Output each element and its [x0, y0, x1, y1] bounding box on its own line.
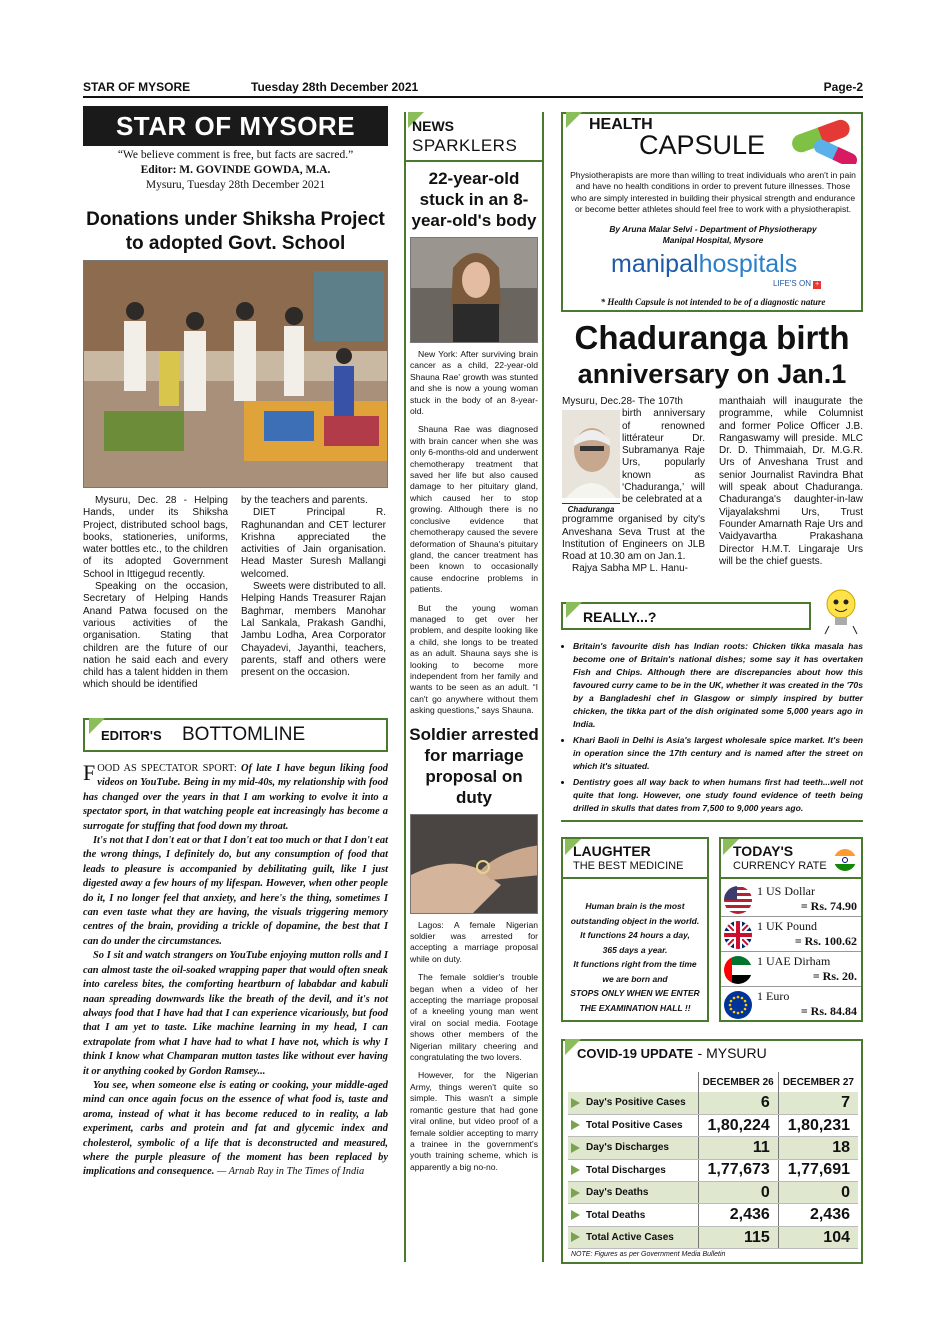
currency-rates [721, 879, 861, 1019]
bottomline-label: BOTTOMLINE [182, 724, 306, 745]
laughter-label: LAUGHTER [573, 843, 651, 859]
table-row [568, 1159, 858, 1181]
header-date: Tuesday 28th December 2021 [251, 80, 419, 94]
chaduranga-text-col-a [562, 396, 705, 576]
currency-label: TODAY'S [733, 843, 794, 859]
covid-sublabel: - MYSURU [697, 1045, 767, 1061]
masthead-motto: “We believe comment is free, but facts are sacred.” [117, 149, 354, 161]
covid-header [577, 1045, 767, 1063]
covid-note: NOTE: Figures as per Government Media Bulletin [571, 1251, 726, 1258]
news-label: NEWS [412, 118, 454, 134]
editorial-para: So I sit and watch strangers on YouTube enjoying mutton rolls and I can almost taste the oil-soaked wrapping paper that would often sneak into careless bites, the comforting heartburn of lababdar and kabuli naan spreading downwards like the breath of the devil, and it's not always food that I have had that I can experience vicariously, but food that I am yet to taste. Like machine learning in my head, I can extrapolate from what I have had to what I have not, which is why I think I know what Champaran mutton tastes like without ever having it or anything cooked by Gordon Ramsey... [83, 950, 388, 1077]
covid-table [568, 1072, 858, 1249]
news-sparklers-header [406, 112, 542, 162]
joke-line: STOPS ONLY WHEN WE ENTER [570, 988, 700, 998]
health-byline [567, 224, 859, 246]
currency-value: = Rs. 74.90 [800, 899, 857, 913]
sparkler1-photo [410, 237, 538, 343]
editorial-para: You see, when someone else is eating or cooking, your middle-aged mind can once again focus on the essence of what food is, taste and aroma, instead of what it has become reduced to in reality, a lab experiment, carbs and protein and fat and glycemic index and cholesterol, symbolic of a life that is deconstructed and measured, where the purple pleasure of the moment has been replaced by implications and consequence. [83, 1079, 388, 1178]
laughter-sublabel: THE BEST MEDICINE [573, 860, 684, 872]
covid-value: 7 [778, 1092, 858, 1114]
masthead-title: STAR OF MYSORE [83, 106, 388, 146]
currency-name: 1 UAE Dirham [757, 954, 831, 968]
masthead-dateline: Mysuru, Tuesday 28th December 2021 [145, 179, 326, 191]
sparkler1-headline: 22-year-old stuck in an 8-year-old's body [411, 169, 537, 230]
sparkler2-photo [410, 814, 538, 914]
joke-line: 365 days a year. [602, 944, 668, 955]
really-header [561, 598, 863, 634]
covid-row-label: Total Active Cases [586, 1232, 674, 1244]
covid-value: 18 [778, 1137, 858, 1159]
joke-line: Human brain is the most [585, 901, 685, 911]
sparkler2-text [410, 920, 538, 1174]
capsule-label: CAPSULE [639, 130, 766, 160]
covid-row-label: Total Deaths [586, 1209, 646, 1221]
sparkler1-para: But the young woman managed to get over her problem, and despite looking like a child, she longs to be treated as an adult. Shauna says she is looking to become more independent from her family and wants to be seen as an adult. “I can't go anywhere without them asking questions,” says Shauna. [410, 602, 538, 716]
donations-para: Mysuru, Dec. 28 - Helping Hands, under its Shiksha Project, distributed school bags, books, stationeries, uniforms, water bottles etc., to the children of its adopted Government School in Ittigegud recently. [83, 495, 228, 580]
sparkler2-para: Lagos: A female Nigerian soldier was arrested for accepting a marriage proposal while on duty. [410, 919, 538, 964]
donations-para: by the teachers and parents. [241, 495, 368, 506]
news-sparklers-column [404, 112, 544, 1262]
sparklers-label: SPARKLERS [412, 136, 518, 155]
chaduranga-headline-line1: Chaduranga birth [574, 319, 850, 356]
currency-row [721, 883, 861, 917]
health-capsule-box [561, 112, 863, 312]
table-row [568, 1226, 858, 1248]
editorial-para: It's not that I don't eat or that I don't eat too much or that I don't eat the wrong things, I definitely do, but any consumption of food that leads to pleasure is accompanied by debilitating guilt, like I just digested away a few hours of my lifespan. However, when other people do it, I no longer feel that anxiety, and here's the thing, sometimes I can even taste what they are having, the visuals triggering memory centres of the brain, providing a trickle of dopamine, the best that I can do under the circumstances. [83, 835, 388, 947]
currency-name: 1 Euro [757, 989, 790, 1003]
really-item: • Khari Baoli in Delhi is Asia's largest wholesale spice market. It's been in operation since the 17th century and is named after the street on which it's situated. [573, 734, 863, 773]
covid-value: 6 [698, 1092, 778, 1114]
india-flag-icon [833, 848, 857, 872]
lightbulb-icon [821, 586, 861, 636]
donations-photo [83, 260, 388, 488]
health-text: Physiotherapists are more than willing to treat individuals who aren't in pain and have no health conditions in order to prevent future illnesses. Those who are simply interested in building their physical strength and endurance or become better athletes should feel free to work with a physiotherapist. [570, 170, 856, 214]
chaduranga-text-col-b: manthaiah will inaugurate the programme, while Columnist and former Police Officer J.B. Rangaswamy will preside. MLC Dr. D. Thimmaiah, Dr. M.G.R. Urs of Anveshana Trust and senior Journalist Ravindra Bhat will speak about Chaduranga. Chaduranga's daughter-in-law Vijayalakshmi Urs, Trust Founder Amarnath Raje Urs and Vaidyavartha Prakashana Director H.M.T. Lingaraje Urs will be the chief guests. [719, 396, 863, 567]
health-byline-line1: By Aruna Malar Selvi - Department of Physiotherapy [609, 224, 817, 234]
uae-flag-icon [723, 955, 753, 985]
covid-col-dec27: DECEMBER 27 [778, 1072, 858, 1092]
logo-text-a: manipal [611, 250, 699, 278]
donations-headline-line2: to adopted Govt. School [125, 233, 346, 254]
covid-value: 0 [698, 1182, 778, 1204]
covid-label: COVID-19 UPDATE [577, 1046, 694, 1061]
sparkler2-para: The female soldier's trouble began when a video of her accepting the marriage proposal of a kneeling young man went viral on social media. Footage shows other members of the Nigerian military cheering and congratulating the two lovers. [410, 972, 538, 1063]
editors-label: EDITOR'S [101, 728, 162, 743]
really-item: • Britain's favourite dish has Indian roots: Chicken tikka masala has become one of Britain's national dishes; some say it has overtaken Fish and Chips. Although there are discrepancies about how this favoured curry came to be in the UK, whether it was created in the '70s by a Bangladeshi chef in Glasgow or simply inspired by butter chicken, the tikka part of the dish originated some 5,000 years ago in India. [573, 640, 863, 731]
donations-headline [83, 208, 388, 256]
capsule-pills-icon [785, 116, 863, 164]
chaduranga-photo [562, 410, 620, 514]
joke-line: THE EXAMINATION HALL !! [579, 1002, 691, 1013]
header-page-number: Page-2 [823, 80, 863, 94]
masthead-editor: Editor: M. GOVINDE GOWDA, M.A. [140, 164, 331, 176]
joke-line: we are born and [602, 973, 668, 984]
covid-table-header [568, 1072, 858, 1092]
manipal-logo [611, 250, 797, 279]
chaduranga-intro-side: birth anniversary of renowned littérateur Dr. Subramanya Raje Urs, popularly known as ‘Chaduranga,’ will be celebrated at a [622, 408, 705, 506]
currency-value: = Rs. 100.62 [794, 934, 857, 948]
donations-text-col-b [241, 495, 386, 679]
covid-row-label: Day's Positive Cases [586, 1097, 686, 1109]
covid-value: 104 [778, 1226, 858, 1248]
editorial-lead: OOD AS SPECTATOR SPORT: [97, 763, 237, 774]
covid-value: 1,77,691 [778, 1159, 858, 1181]
covid-value: 2,436 [698, 1204, 778, 1226]
currency-header [721, 839, 861, 879]
plus-icon: + [815, 281, 820, 288]
covid-value: 0 [778, 1182, 858, 1204]
chaduranga-intro-top: Mysuru, Dec.28- The 107th [562, 396, 683, 407]
manipal-tagline-text: LIFE'S ON [773, 279, 811, 288]
masthead-info [83, 148, 388, 193]
drop-cap: F [83, 760, 96, 785]
editorial-credit: — Arnab Ray in The Times of India [214, 1166, 365, 1178]
covid-value: 2,436 [778, 1204, 858, 1226]
logo-text-b: hospitals [698, 250, 798, 278]
donations-para: Sweets were distributed to all. Helping Hands Treasurer Rajan Baghmar, members Manohar Lal Sankala, Prakash Gandhi, Jambu Lodha, Area Corporator Chayadevi, Jayanthi, teachers, parents, staff and others were present on the occasion. [241, 581, 386, 679]
donations-para: DIET Principal R. Raghunandan and CET lecturer Krishna appreciated the activities of Jain organisation. Head Master Suresh Mallangi welcomed. [241, 507, 386, 580]
currency-row [721, 953, 861, 987]
covid-row-label: Day's Deaths [586, 1187, 649, 1199]
divider [561, 820, 863, 822]
sparkler1-para: Shauna Rae was diagnosed with brain cancer when she was only 6-months-old and underwent chemotherapy treatment that saved her life but also caused damage to her pituitary gland, which caused her to stop growing. Although there is no conclusive evidence that chemotherapy caused the severe deformation of Shauna's pituitary gland, the cancer treatment has been known to occasionally cause endocrine problems in patients. [410, 424, 538, 595]
currency-box [719, 837, 863, 1022]
covid-row-label: Day's Discharges [586, 1142, 669, 1154]
currency-value: = Rs. 20. [812, 969, 857, 983]
header-paper-name: STAR OF MYSORE [83, 80, 191, 94]
currency-name: 1 US Dollar [757, 884, 815, 898]
health-label: HEALTH [589, 116, 653, 133]
chaduranga-caption: Chaduranga [562, 503, 620, 516]
joke-line: It functions 24 hours a day, [580, 930, 690, 940]
chaduranga-photo-wrap [562, 408, 705, 514]
joke-line: outstanding object in the world. [570, 915, 700, 926]
covid-row-label: Total Positive Cases [586, 1120, 683, 1132]
donations-headline-line1: Donations under Shiksha Project [86, 209, 385, 230]
sparkler2-headline: Soldier arrested for marriage proposal on duty [409, 724, 539, 807]
page-header [83, 80, 863, 98]
health-byline-line2: Manipal Hospital, Mysore [662, 235, 764, 245]
laughter-header [563, 839, 707, 879]
health-disclaimer: * Health Capsule is not intended to be of a diagnostic nature [600, 297, 826, 307]
table-row [568, 1092, 858, 1114]
covid-value: 1,80,224 [698, 1114, 778, 1136]
really-list [561, 640, 863, 818]
table-row [568, 1114, 858, 1136]
table-row [568, 1182, 858, 1204]
joke-line: It functions right from the time [573, 959, 697, 969]
sparkler2-para: However, for the Nigerian Army, things weren't quite so simple. This wasn't a simple romantic gesture that had gone viral online, but video proof of a female soldier accepting to marry a trainee in the government's youth training scheme, which is apparently a big no-no. [410, 1070, 538, 1172]
editors-bottomline-header [83, 718, 388, 752]
laughter-box [561, 837, 709, 1022]
eu-flag-icon [723, 990, 753, 1020]
really-item: • Dentistry goes all way back to when humans first had teeth...well not quite that long. However, one study found evidence of teeth being drilled in skulls that dates from 7,500 to 9,000 years ago. [573, 776, 863, 815]
laughter-joke [563, 899, 707, 1015]
currency-sublabel: CURRENCY RATE [733, 860, 827, 872]
sparkler1-text [410, 349, 538, 717]
chaduranga-headline-line2: anniversary on Jan.1 [577, 359, 847, 389]
table-row [568, 1137, 858, 1159]
currency-row [721, 918, 861, 952]
covid-value: 1,77,673 [698, 1159, 778, 1181]
chaduranga-headline [561, 320, 863, 392]
covid-value: 115 [698, 1226, 778, 1248]
currency-row [721, 988, 861, 1022]
us-flag-icon [723, 885, 753, 915]
donations-text-col-a [83, 495, 228, 692]
currency-name: 1 UK Pound [757, 919, 818, 933]
covid-value: 1,80,231 [778, 1114, 858, 1136]
uk-flag-icon [723, 920, 753, 950]
really-label: REALLY...? [583, 609, 657, 625]
covid-value: 11 [698, 1137, 778, 1159]
editorial-para: Of late I have begun liking food videos on YouTube. Being in my mid-40s, my relationship with food has changed over the years in that I am working to evolve it into a spectator sport, in that watching people eat increasingly has become a surrogate for stuffing that food down my throat. [83, 763, 389, 832]
covid-row-label: Total Discharges [586, 1164, 666, 1176]
chaduranga-para2: Rajya Sabha MP L. Hanu- [572, 563, 688, 575]
sparkler1-para: New York: After surviving brain cancer as a child, 22-year-old Shauna Rae' growth was stunted and she is now a young woman stuck in the body of an 8-year-old. [410, 349, 538, 417]
chaduranga-intro-rest: programme organised by city's Anveshana Seva Trust at the Institution of Engineers on JLB Road at 10.30 am on Jan.1. [562, 514, 705, 563]
editorial-text [83, 762, 388, 1180]
covid-col-dec26: DECEMBER 26 [698, 1072, 778, 1092]
donations-para: Speaking on the occasion, Secretary of Helping Hands Anand Patwa focused on the various activities of the organisation. Stating that children are the future of our nation he said each and every child has a talent hidden in them which should be identified [83, 581, 228, 691]
currency-value: = Rs. 84.84 [800, 1004, 857, 1018]
really-label-box [561, 602, 811, 630]
covid-update-box [561, 1039, 863, 1264]
manipal-tagline [773, 279, 821, 289]
table-row [568, 1204, 858, 1226]
